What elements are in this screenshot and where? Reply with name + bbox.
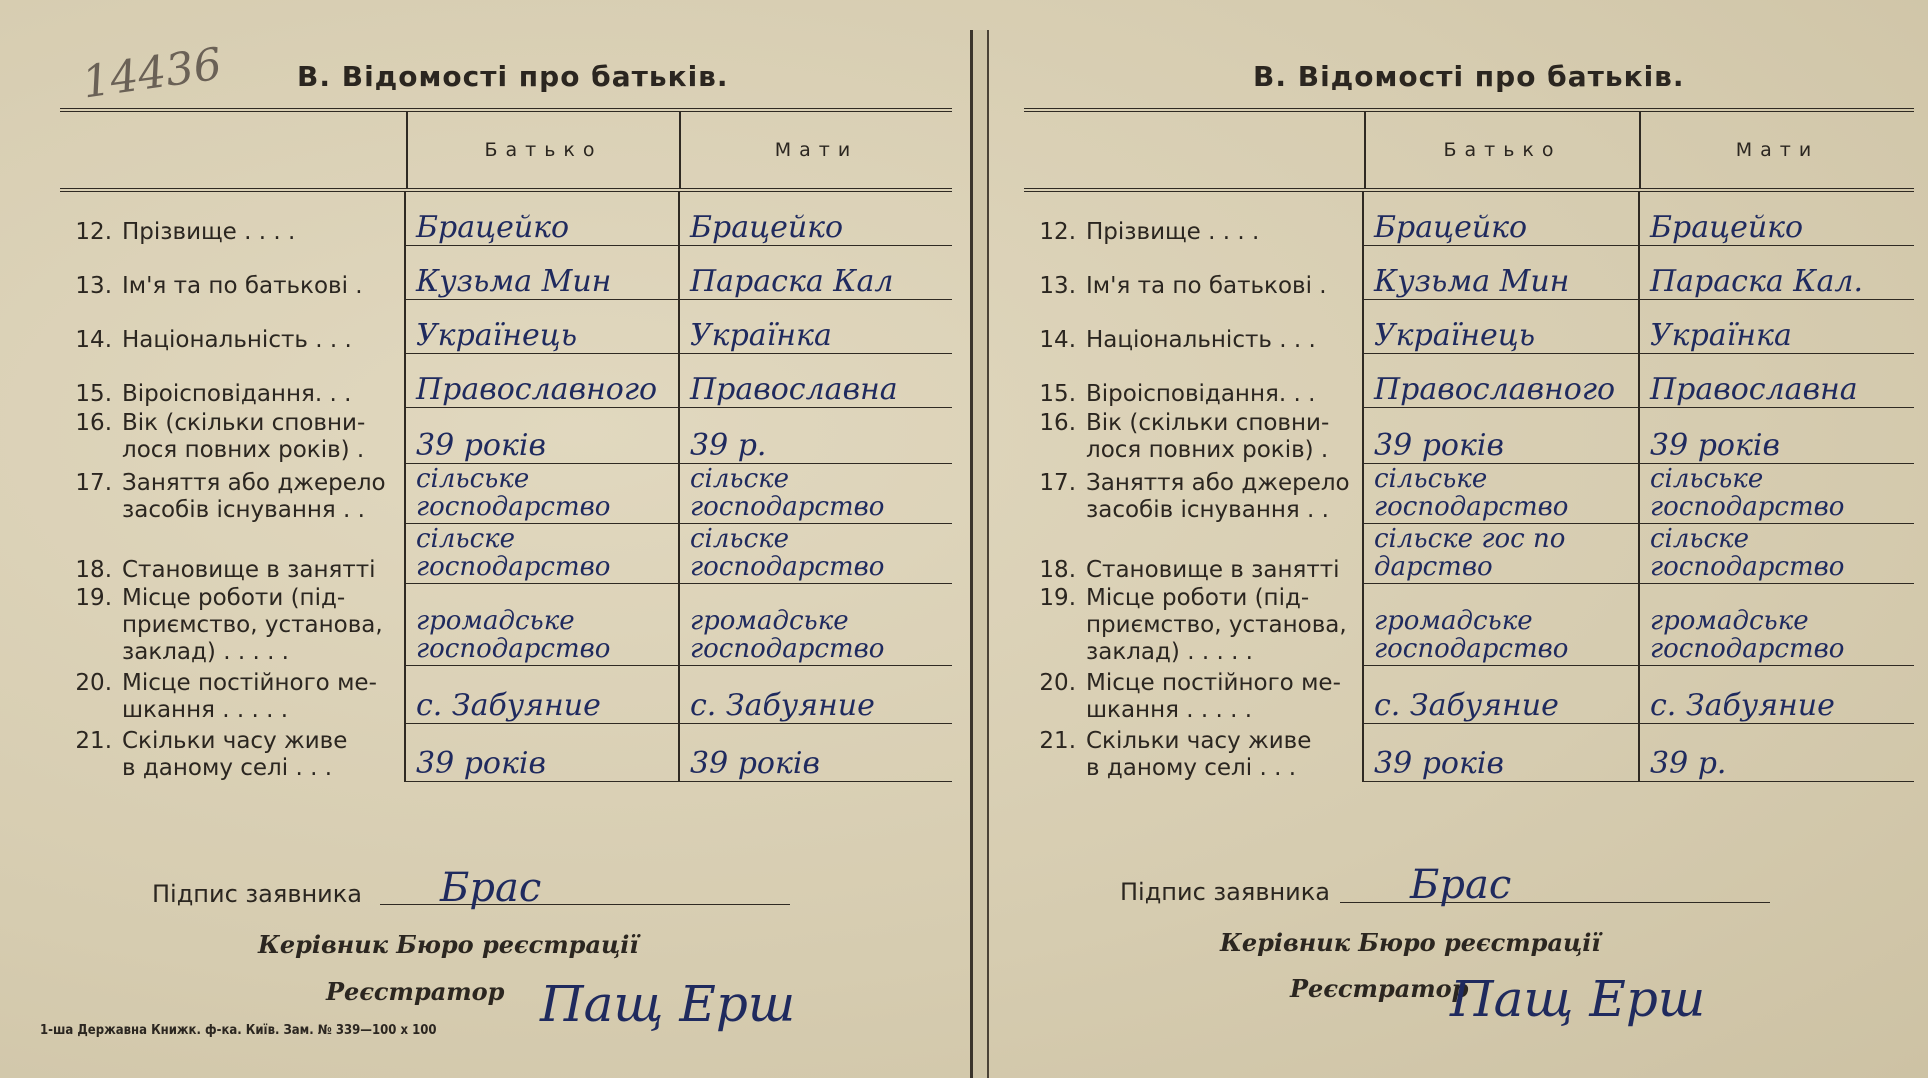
column-mother: Мати [1639, 112, 1914, 188]
mother-value [678, 524, 952, 584]
handwritten-text: сільске гос по [1374, 524, 1566, 554]
handwritten-text: господарство [416, 552, 611, 582]
row-number: 17. [75, 470, 112, 496]
row-label-text: Становище в занятті [1086, 557, 1340, 583]
handwritten-text: Параска Кал. [1650, 264, 1864, 299]
table-row [1024, 666, 1914, 724]
handwritten-text: громадське [1650, 606, 1809, 636]
handwritten-text: с. Забуяние [1374, 688, 1559, 723]
row-label [1024, 464, 1364, 524]
page-title: В. Відомості про батьків. [1253, 60, 1685, 93]
handwritten-text: Кузьма Мин [416, 264, 612, 299]
table-row [1024, 192, 1914, 246]
table-row [1024, 464, 1914, 524]
mother-value [1638, 300, 1914, 354]
handwritten-text: сільське [1650, 464, 1764, 494]
registrar-label: Реєстратор [1290, 974, 1469, 1003]
registrar-label: Реєстратор [326, 977, 505, 1006]
handwritten-text: Українка [1650, 318, 1792, 353]
handwritten-text: дарство [1374, 552, 1493, 582]
row-number: 20. [1039, 670, 1076, 696]
row-label-text: Скільки часу живе [122, 728, 348, 754]
table-row [1024, 354, 1914, 408]
row-label-text: Заняття або джерело [1086, 470, 1350, 496]
father-value [406, 724, 678, 782]
father-value [1364, 192, 1638, 246]
handwritten-text: господарство [1374, 634, 1569, 664]
mother-value [1638, 524, 1914, 584]
table-row [60, 192, 952, 246]
row-label-text: Місце роботи (під- [1086, 585, 1310, 611]
mother-value [1638, 666, 1914, 724]
mother-value [678, 408, 952, 464]
handwritten-text: Православна [690, 372, 898, 407]
row-label [60, 192, 406, 246]
table-row [60, 408, 952, 464]
row-label-text: засобів існування . . [122, 497, 365, 523]
row-label [60, 464, 406, 524]
row-number: 12. [75, 219, 112, 245]
row-label [1024, 524, 1364, 584]
signature-label: Підпис заявника [1120, 878, 1330, 906]
handwritten-text: господарство [416, 492, 611, 522]
table-row [60, 724, 952, 782]
row-label [1024, 724, 1364, 782]
table-row [1024, 524, 1914, 584]
row-label [60, 524, 406, 584]
handwritten-text: Параска Кал [690, 264, 894, 299]
father-value [406, 524, 678, 584]
row-number: 16. [1039, 410, 1076, 436]
handwritten-text: с. Забуяние [1650, 688, 1835, 723]
row-label [1024, 584, 1364, 666]
printer-note: 1-ша Державна Книжк. ф-ка. Київ. Зам. № 339—100 х 100 [40, 1023, 437, 1038]
handwritten-text: господарство [1650, 492, 1845, 522]
row-number: 16. [75, 410, 112, 436]
handwritten-text: господарство [1650, 552, 1845, 582]
applicant-signature: Брас [1410, 862, 1512, 908]
parents-table [1024, 108, 1914, 782]
page-title: В. Відомості про батьків. [297, 60, 729, 93]
father-value [406, 464, 678, 524]
handwritten-text: Православного [1374, 372, 1616, 407]
row-label-text: Місце постійного ме- [122, 670, 377, 696]
handwritten-text: 39 років [1374, 428, 1504, 463]
row-number: 14. [1039, 327, 1076, 353]
handwritten-text: Брацейко [690, 210, 844, 245]
parents-table [60, 108, 952, 782]
handwritten-text: с. Забуяние [690, 688, 875, 723]
handwritten-text: господарство [1650, 634, 1845, 664]
father-value [1364, 408, 1638, 464]
row-number: 17. [1039, 470, 1076, 496]
page-fold [970, 30, 989, 1078]
row-label-text: Віроісповідання. . . [122, 381, 352, 407]
row-label [1024, 408, 1364, 464]
bureau-head-label: Керівник Бюро реєстрації [258, 930, 639, 959]
handwritten-text: господарство [416, 634, 611, 664]
handwritten-text: Українець [416, 318, 578, 353]
father-value [1364, 666, 1638, 724]
column-father: Батько [1443, 139, 1562, 161]
row-label [1024, 192, 1364, 246]
handwritten-text: 39 років [1374, 746, 1504, 781]
father-value [406, 192, 678, 246]
row-label-text: Скільки часу живе [1086, 728, 1312, 754]
father-value [1364, 464, 1638, 524]
father-value [1364, 300, 1638, 354]
table-row [1024, 584, 1914, 666]
row-number: 12. [1039, 219, 1076, 245]
table-row [1024, 300, 1914, 354]
handwritten-text: громадське [1374, 606, 1533, 636]
row-label-text: лося повних років) . [122, 437, 365, 463]
mother-value [678, 246, 952, 300]
row-label-text: приємство, установа, [1086, 612, 1347, 638]
handwritten-text: сільске [416, 524, 516, 554]
row-label-text: Ім'я та по батькові . [122, 273, 363, 299]
row-label-text: засобів існування . . [1086, 497, 1329, 523]
row-label-text: Заняття або джерело [122, 470, 386, 496]
father-value [406, 246, 678, 300]
handwritten-text: сільське [1374, 464, 1488, 494]
handwritten-text: 39 р. [690, 428, 767, 463]
handwritten-text: громадське [690, 606, 849, 636]
archive-number: 14436 [79, 38, 225, 109]
table-row [1024, 408, 1914, 464]
handwritten-text: 39 р. [1650, 746, 1727, 781]
father-value [1364, 524, 1638, 584]
row-label-text: заклад) . . . . . [1086, 639, 1253, 665]
handwritten-text: сільске [1650, 524, 1750, 554]
handwritten-text: Православного [416, 372, 658, 407]
row-number: 21. [1039, 728, 1076, 754]
mother-value [1638, 408, 1914, 464]
table-rows [60, 192, 952, 782]
table-header [60, 112, 952, 192]
row-label-text: приємство, установа, [122, 612, 383, 638]
handwritten-text: господарство [690, 492, 885, 522]
table-row [1024, 724, 1914, 782]
table-row [60, 464, 952, 524]
table-row [60, 666, 952, 724]
mother-value [1638, 584, 1914, 666]
mother-value [678, 192, 952, 246]
mother-value [678, 584, 952, 666]
table-header [1024, 112, 1914, 192]
row-label [60, 724, 406, 782]
handwritten-text: господарство [1374, 492, 1569, 522]
row-label [60, 408, 406, 464]
row-number: 21. [75, 728, 112, 754]
row-label-text: лося повних років) . [1086, 437, 1329, 463]
handwritten-text: сільске [690, 524, 790, 554]
row-label-text: шкання . . . . . [1086, 697, 1253, 723]
row-label-text: Прізвище . . . . [122, 219, 296, 245]
row-label [1024, 354, 1364, 408]
handwritten-text: Брацейко [1650, 210, 1804, 245]
handwritten-text: сільське [416, 464, 530, 494]
row-number: 18. [75, 557, 112, 583]
right-page [990, 0, 1928, 1078]
handwritten-text: сільске [690, 464, 790, 494]
row-label-text: Ім'я та по батькові . [1086, 273, 1327, 299]
column-father: Батько [484, 139, 603, 161]
handwritten-text: Православна [1650, 372, 1858, 407]
father-value [1364, 724, 1638, 782]
father-value [406, 408, 678, 464]
row-number: 13. [75, 273, 112, 299]
row-label-text: Національність . . . [122, 327, 352, 353]
row-label [60, 300, 406, 354]
row-number: 15. [75, 381, 112, 407]
row-label [1024, 300, 1364, 354]
mother-value [678, 300, 952, 354]
handwritten-text: громадське [416, 606, 575, 636]
column-mother: Мати [679, 112, 952, 188]
registrar-signature: Пащ Ерш [1450, 970, 1706, 1028]
mother-value [678, 666, 952, 724]
row-label-text: Вік (скільки сповни- [122, 410, 366, 436]
mother-value [678, 354, 952, 408]
table-row [60, 246, 952, 300]
table-row [60, 300, 952, 354]
row-label-text: Становище в занятті [122, 557, 376, 583]
table-row [60, 524, 952, 584]
row-label-text: заклад) . . . . . [122, 639, 289, 665]
handwritten-text: 39 років [416, 746, 546, 781]
row-label [1024, 666, 1364, 724]
row-number: 14. [75, 327, 112, 353]
mother-value [1638, 724, 1914, 782]
row-label-text: Місце роботи (під- [122, 585, 346, 611]
father-value [406, 300, 678, 354]
row-number: 13. [1039, 273, 1076, 299]
row-label-text: в даному селі . . . [1086, 755, 1296, 781]
row-label [60, 246, 406, 300]
row-label-text: Національність . . . [1086, 327, 1316, 353]
mother-value [1638, 192, 1914, 246]
mother-value [678, 724, 952, 782]
row-label [60, 666, 406, 724]
row-label [1024, 246, 1364, 300]
row-number: 15. [1039, 381, 1076, 407]
row-label-text: Віроісповідання. . . [1086, 381, 1316, 407]
row-label-text: Вік (скільки сповни- [1086, 410, 1330, 436]
handwritten-text: 39 років [690, 746, 820, 781]
row-label-text: Місце постійного ме- [1086, 670, 1341, 696]
mother-value [1638, 354, 1914, 408]
father-value [1364, 584, 1638, 666]
row-label [60, 354, 406, 408]
father-value [1364, 354, 1638, 408]
registrar-signature: Пащ Ерш [540, 975, 796, 1033]
handwritten-text: господарство [690, 634, 885, 664]
row-label-text: Прізвище . . . . [1086, 219, 1260, 245]
mother-value [678, 464, 952, 524]
row-number: 19. [75, 585, 112, 611]
handwritten-text: с. Забуяние [416, 688, 601, 723]
handwritten-text: господарство [690, 552, 885, 582]
table-row [60, 354, 952, 408]
row-number: 18. [1039, 557, 1076, 583]
handwritten-text: Брацейко [1374, 210, 1528, 245]
father-value [406, 354, 678, 408]
handwritten-text: Брацейко [416, 210, 570, 245]
handwritten-text: Українка [690, 318, 832, 353]
signature-label: Підпис заявника [152, 880, 362, 908]
mother-value [1638, 464, 1914, 524]
handwritten-text: Українець [1374, 318, 1536, 353]
handwritten-text: 39 років [416, 428, 546, 463]
father-value [406, 666, 678, 724]
row-label-text: в даному селі . . . [122, 755, 332, 781]
row-label-text: шкання . . . . . [122, 697, 289, 723]
father-value [1364, 246, 1638, 300]
table-row [60, 584, 952, 666]
table-row [1024, 246, 1914, 300]
mother-value [1638, 246, 1914, 300]
row-number: 20. [75, 670, 112, 696]
row-number: 19. [1039, 585, 1076, 611]
signature-line [1340, 902, 1770, 903]
handwritten-text: Кузьма Мин [1374, 264, 1570, 299]
bureau-head-label: Керівник Бюро реєстрації [1220, 928, 1601, 957]
father-value [406, 584, 678, 666]
row-label [60, 584, 406, 666]
handwritten-text: 39 років [1650, 428, 1780, 463]
table-rows [1024, 192, 1914, 782]
applicant-signature: Брас [440, 865, 542, 911]
